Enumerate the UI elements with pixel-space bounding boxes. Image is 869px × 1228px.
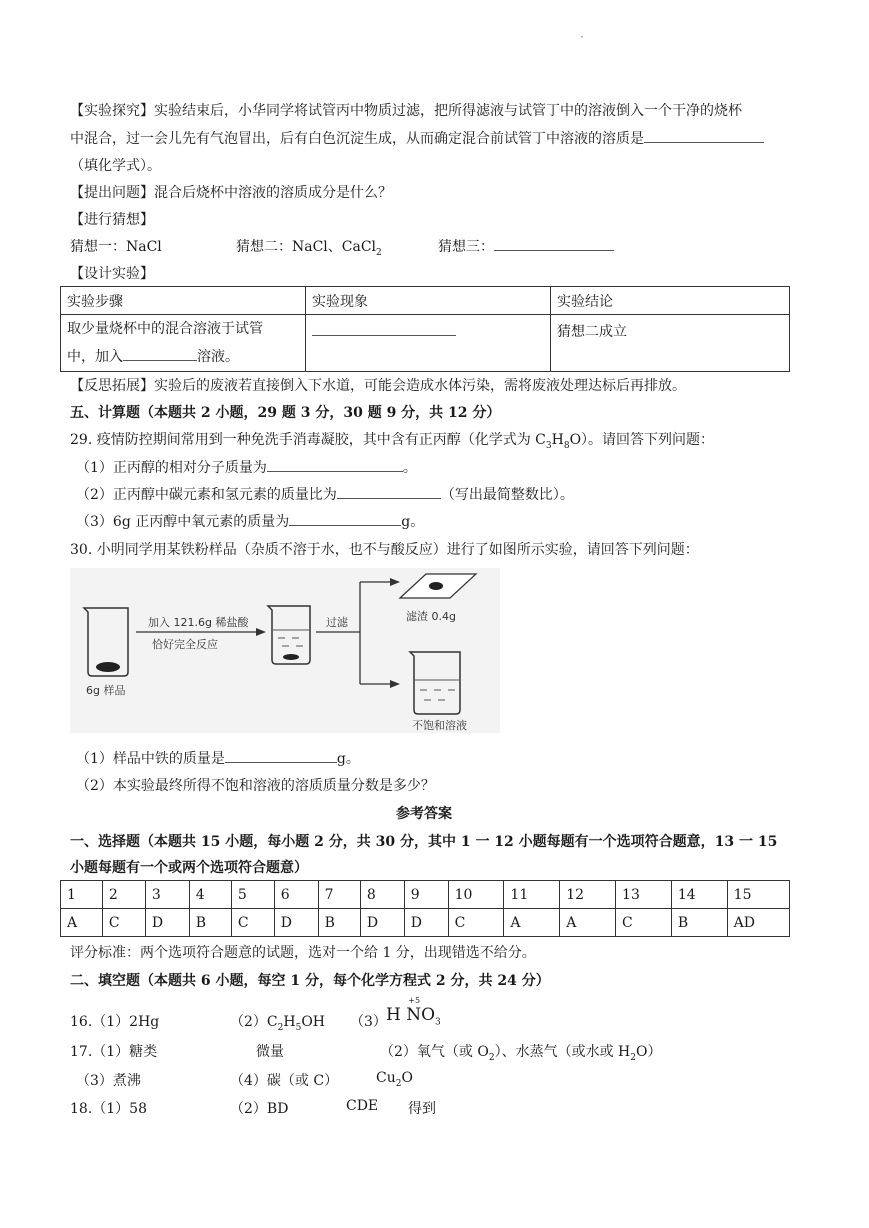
label-solution: 不饱和溶液 [412,719,467,732]
scoring-note: 评分标准：两个选项符合题意的试题，选对一个给 1 分，出现错选不给分。 [70,945,536,961]
answer-number-cell: 10 [448,881,504,909]
section2-title: 二、填空题（本题共 6 小题，每空 1 分，每个化学方程式 2 分，共 24 分） [70,973,550,989]
answer-value-cell: D [360,909,404,937]
solution-beaker-icon [410,652,460,714]
exp-explore-line2: 中混合，过一会儿先有气泡冒出，后有白色沉淀生成，从而确定混合前试管丁中溶液的溶质是 [70,128,764,148]
answer-value-cell: C [448,909,504,937]
answer-number-cell: 9 [404,881,448,909]
q29-part3: （3）6g 正丙醇中氧元素的质量为 g。 [76,511,424,531]
page-mark: · [580,30,584,44]
design-table-row [61,315,790,372]
design-table-header-row [61,287,790,315]
answer-value-cell: AD [727,909,789,937]
a17-c6: $Cu_2O$ [376,1070,413,1089]
a17-c2: 微量 [256,1044,284,1060]
answer-value-cell: B [189,909,231,937]
experiment-figure [70,568,500,733]
answer-blank[interactable] [312,321,456,336]
a16-c2: $(2)C_2H_5OH$ [230,1014,325,1033]
q30-part2: （2）本实验最终所得不饱和溶液的溶质质量分数是多少？ [76,778,435,794]
answer-value-cell: D [145,909,189,937]
answer-number-row [61,881,790,909]
answer-number-cell: 1 [61,881,103,909]
a18-c2: （2）BD [230,1101,289,1117]
guess-two: 猜想二：NaCl、CaCl$_2$ [236,239,382,258]
answer-value-cell: C [616,909,672,937]
label-filter: 过滤 [326,616,348,629]
answer-number-cell: 7 [318,881,360,909]
answer-number-cell: 12 [560,881,616,909]
a17-c4: （3）煮沸 [76,1073,141,1089]
answer-title: 参考答案 [396,806,452,822]
answer-number-cell: 11 [504,881,560,909]
q29-stem: 29. 疫情防控期间常用到一种免洗手消毒凝胶，其中含有正丙醇（化学式为 $C_3H_8O$）。请回答下列问题： [70,432,715,451]
label-sample: 6g 样品 [86,684,126,697]
answer-value-row [61,909,790,937]
label-residue: 滤渣 0.4g [406,610,456,623]
answer-number-cell: 2 [102,881,145,909]
answer-blank[interactable] [267,457,403,472]
answer-blank[interactable] [337,484,441,499]
answer-value-cell: B [671,909,727,937]
answer-number-cell: 13 [616,881,672,909]
exp-explore-line3: （填化学式）。 [70,158,161,174]
answer-value-cell: D [274,909,318,937]
valence-charge: +5 [408,996,421,1005]
q30-part1: （1）样品中铁的质量是 g。 [76,748,360,768]
q29-part1: （1）正丙醇的相对分子质量为 。 [76,457,417,477]
reflection: 【反思拓展】实验后的废液若直接倒入下水道，可能会造成水体污染，需将废液处理达标后再排放。 [70,378,686,394]
a18-c1: 18.（1）58 [70,1101,147,1117]
step-cell: 取少量烧杯中的混合溶液于试管 中，加入 溶液。 [61,315,306,372]
guess-three: 猜想三： [438,236,614,256]
q30-stem: 30. 小明同学用某铁粉样品（杂质不溶于水，也不与酸反应）进行了如图所示实验，请回答下列问题： [70,542,699,558]
arrow-head-icon [256,628,266,636]
sample-beaker-icon [84,608,128,676]
answer-number-cell: 3 [145,881,189,909]
answer-blank[interactable] [644,128,764,143]
answer-value-cell: A [504,909,560,937]
header-cell: 实验步骤 [61,287,306,315]
answer-number-cell: 8 [360,881,404,909]
filter-paper-icon [400,574,476,598]
raise-question: 【提出问题】混合后烧杯中溶液的溶质成分是什么？ [70,185,392,201]
answer-value-cell: D [404,909,448,937]
label-add-acid: 加入 121.6g 稀盐酸 [148,616,249,629]
answer-blank[interactable] [494,236,614,251]
guess-one: 猜想一：NaCl [70,239,162,255]
answer-value-cell: C [231,909,274,937]
a17-c5: （4）碳（或 C） [230,1073,339,1089]
label-react: 恰好完全反应 [152,638,218,651]
answer-blank[interactable] [289,511,401,526]
answer-number-cell: 4 [189,881,231,909]
a18-c4: 得到 [408,1101,436,1117]
a18-c3: CDE [346,1098,379,1114]
reaction-beaker-icon [268,606,310,664]
arrow-head-icon [390,680,400,688]
answer-blank[interactable] [225,748,337,763]
answer-value-cell: B [318,909,360,937]
header-cell: 实验结论 [551,287,790,315]
a16-c3: （3） [350,1014,387,1030]
nitric-acid-formula: H +5 $NO_3$ [386,996,441,1028]
exp-explore-line1: 【实验探究】实验结束后，小华同学将试管丙中物质过滤，把所得滤液与试管丁中的溶液倒入一个干净的烧杯 [70,103,742,119]
answer-number-cell: 6 [274,881,318,909]
phenomenon-cell [306,315,551,372]
answer-number-cell: 5 [231,881,274,909]
answer-number-cell: 15 [727,881,789,909]
q29-part2: （2）正丙醇中碳元素和氢元素的质量比为 （写出最简整数比）。 [76,484,574,504]
a17-c1: 17.（1）糖类 [70,1044,158,1060]
answer-blank[interactable] [123,346,197,361]
answer-number-cell: 14 [671,881,727,909]
answer-value-cell: C [102,909,145,937]
section5-title: 五、计算题（本题共 2 小题，29 题 3 分，30 题 9 分，共 12 分） [70,405,501,421]
answer-value-cell: A [560,909,616,937]
design-header: 【设计实验】 [70,266,154,282]
arrow-head-icon [390,578,400,586]
answer-value-cell: A [61,909,103,937]
guess-header: 【进行猜想】 [70,212,154,228]
a17-c3: （2）氧气（或 $O_2$）、水蒸气（或水或 $H_2O$） [380,1044,662,1063]
section1-line1: 一、选择题（本题共 15 小题，每小题 2 分，共 30 分，其中 1 一 12 小题每题有一个选项符合题意，13 一 15 [70,834,778,850]
design-table [60,286,790,372]
header-cell: 实验现象 [306,287,551,315]
answer-table [60,880,790,937]
section1-line2: 小题每题有一个或两个选项符合题意） [70,860,308,876]
a16-c1: 16.（1）2Hg [70,1014,160,1030]
experiment-diagram [70,568,500,733]
conclusion-cell: 猜想二成立 [551,315,790,372]
